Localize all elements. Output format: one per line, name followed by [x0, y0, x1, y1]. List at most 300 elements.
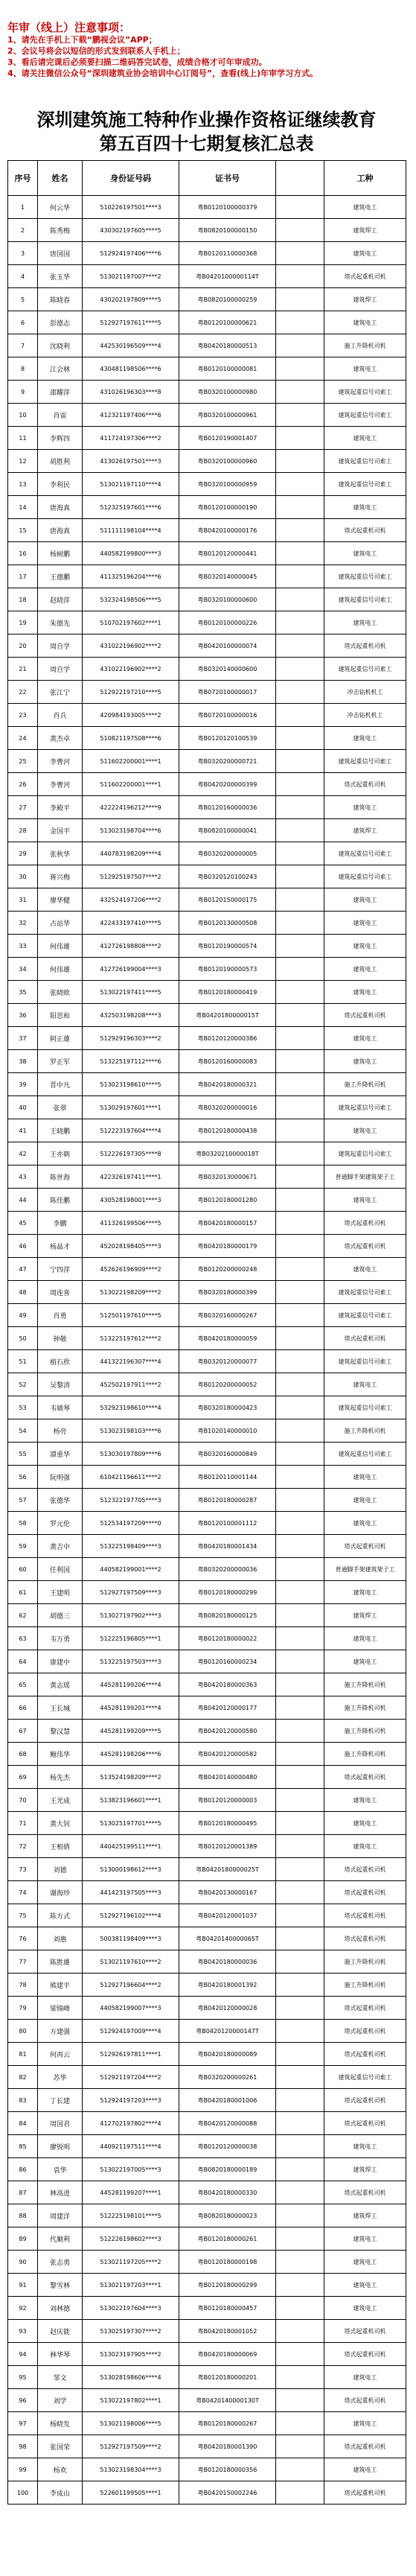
cell-blank: [276, 565, 324, 588]
table-row: [8, 311, 406, 334]
cell-seq: 1: [8, 196, 38, 219]
table-row: [8, 865, 406, 888]
cell-id-number: 513027197902****3: [83, 1604, 179, 1627]
cell-id-number: 411724197306****2: [83, 427, 179, 450]
cell-seq: 37: [8, 1027, 38, 1050]
cell-name: 吴黎清: [38, 1373, 83, 1396]
cell-name: 王晓鹏: [38, 1119, 83, 1142]
cell-certificate-number: 粤B0320100000959: [179, 473, 276, 496]
cell-seq: 16: [8, 542, 38, 565]
cell-certificate-number: 粤B0120100000226: [179, 611, 276, 635]
cell-job-type: 建筑电工: [324, 727, 406, 750]
cell-seq: 48: [8, 1281, 38, 1304]
cell-name: 康建中: [38, 1650, 83, 1673]
cell-blank: [276, 1489, 324, 1512]
cell-seq: 15: [8, 519, 38, 542]
cell-certificate-number: 粤B0420120000582: [179, 1743, 276, 1766]
cell-name: 鲍伟华: [38, 1743, 83, 1766]
cell-name: 杨先杰: [38, 1766, 83, 1789]
cell-seq: 27: [8, 796, 38, 819]
cell-id-number: 432503198208****3: [83, 1004, 179, 1027]
cell-name: 韦万勇: [38, 1627, 83, 1650]
table-row: [8, 1627, 406, 1650]
cell-blank: [276, 219, 324, 242]
table-row: [8, 888, 406, 912]
table-row: [8, 1950, 406, 1974]
cell-blank: [276, 2020, 324, 2043]
cell-blank: [276, 1673, 324, 1696]
table-row: [8, 1535, 406, 1558]
cell-name: 邵耀萍: [38, 381, 83, 404]
cell-certificate-number: 粤B0120100000081: [179, 357, 276, 381]
cell-seq: 6: [8, 311, 38, 334]
cell-seq: 91: [8, 2274, 38, 2297]
table-row: [8, 1812, 406, 1835]
table-row: [8, 2251, 406, 2274]
table-row: [8, 2066, 406, 2089]
cell-job-type: 建筑电工: [324, 1627, 406, 1650]
cell-blank: [276, 842, 324, 865]
cell-certificate-number: 粤B0420180000179: [179, 1235, 276, 1258]
cell-certificate-number: 粤B0420100000176: [179, 519, 276, 542]
cell-blank: [276, 935, 324, 958]
cell-id-number: 422433197410****5: [83, 912, 179, 935]
cell-seq: 45: [8, 1212, 38, 1235]
cell-name: 张德华: [38, 1489, 83, 1512]
table-row: [8, 727, 406, 750]
cell-name: 何再云: [38, 2043, 83, 2066]
cell-blank: [276, 381, 324, 404]
cell-seq: 39: [8, 1073, 38, 1096]
cell-job-type: 塔式起重机司机: [324, 1927, 406, 1950]
table-row: [8, 1350, 406, 1373]
cell-job-type: 建筑起重信号司索工: [324, 2066, 406, 2089]
table-row: [8, 2043, 406, 2066]
cell-blank: [276, 1974, 324, 1997]
table-row: [8, 427, 406, 450]
table-row: [8, 981, 406, 1004]
cell-job-type: 塔式起重机司机: [324, 1004, 406, 1027]
cell-seq: 9: [8, 381, 38, 404]
table-row: [8, 1650, 406, 1673]
notice-block: [7, 0, 406, 108]
cell-job-type: 建筑电工: [324, 1835, 406, 1858]
cell-certificate-number: 粤B0120180000438: [179, 1119, 276, 1142]
cell-name: 李成山: [38, 2481, 83, 2505]
table-row: [8, 1789, 406, 1812]
cell-id-number: 512924197203****3: [83, 2089, 179, 2112]
cell-id-number: 522601199505****1: [83, 2481, 179, 2505]
cell-id-number: 512924197406****6: [83, 242, 179, 265]
cell-blank: [276, 1904, 324, 1927]
cell-name: 李曹河: [38, 773, 83, 796]
cell-certificate-number: 粤B0820100000041: [179, 819, 276, 842]
cell-seq: 57: [8, 1489, 38, 1512]
table-row: [8, 1096, 406, 1119]
cell-seq: 11: [8, 427, 38, 450]
cell-name: 宁四萍: [38, 1258, 83, 1281]
cell-blank: [276, 2366, 324, 2389]
cell-blank: [276, 334, 324, 357]
cell-name: 占站华: [38, 912, 83, 935]
cell-name: 唐海真: [38, 496, 83, 519]
cell-job-type: 塔式起重机司机: [324, 1535, 406, 1558]
cell-certificate-number: 粤B0420120000177: [179, 1696, 276, 1720]
table-row: [8, 2297, 406, 2320]
cell-id-number: 452502197911****2: [83, 1373, 179, 1396]
cell-job-type: 塔式起重机司机: [324, 1235, 406, 1258]
cell-seq: 93: [8, 2320, 38, 2343]
cell-blank: [276, 1327, 324, 1350]
cell-seq: 53: [8, 1396, 38, 1419]
cell-seq: 24: [8, 727, 38, 750]
cell-blank: [276, 1789, 324, 1812]
cell-certificate-number: 粤B0420120000580: [179, 1720, 276, 1743]
cell-name: 黄杰卓: [38, 727, 83, 750]
cell-seq: 25: [8, 750, 38, 773]
cell-seq: 68: [8, 1743, 38, 1766]
cell-id-number: 512929196303****2: [83, 1027, 179, 1050]
cell-id-number: 532923198610****4: [83, 1396, 179, 1419]
cell-blank: [276, 2435, 324, 2458]
cell-id-number: 513225197112****6: [83, 1050, 179, 1073]
cell-certificate-number: 粤B0120180000198: [179, 2251, 276, 2274]
table-row: [8, 1004, 406, 1027]
cell-id-number: 430481198506****6: [83, 357, 179, 381]
cell-job-type: 塔式起重机司机: [324, 2435, 406, 2458]
cell-seq: 42: [8, 1142, 38, 1165]
header-seq: 序号: [8, 161, 38, 196]
cell-blank: [276, 519, 324, 542]
cell-blank: [276, 1419, 324, 1443]
cell-name: 杨晶才: [38, 1235, 83, 1258]
cell-name: 张翠: [38, 1096, 83, 1119]
cell-seq: 3: [8, 242, 38, 265]
notice-line: 3、看后请完课后必须要扫描二维码答完试卷，成绩合格才可年审成功。: [7, 57, 267, 67]
cell-blank: [276, 2343, 324, 2366]
table-row: [8, 2020, 406, 2043]
cell-name: 杨亮: [38, 1419, 83, 1443]
cell-name: 李殿平: [38, 796, 83, 819]
cell-name: 朱德先: [38, 611, 83, 635]
cell-blank: [276, 2158, 324, 2181]
cell-id-number: 510821197508****6: [83, 727, 179, 750]
cell-job-type: 塔式起重机司机: [324, 1881, 406, 1904]
cell-seq: 63: [8, 1627, 38, 1650]
cell-certificate-number: 粤B0120190001407: [179, 427, 276, 450]
cell-blank: [276, 1512, 324, 1535]
cell-certificate-number: 粤B0420180000157: [179, 1212, 276, 1235]
cell-seq: 29: [8, 842, 38, 865]
table-row: [8, 1304, 406, 1327]
cell-name: 周建洋: [38, 2204, 83, 2227]
cell-seq: 97: [8, 2412, 38, 2435]
cell-job-type: 施工升降机司机: [324, 1950, 406, 1974]
cell-id-number: 420984193005****2: [83, 704, 179, 727]
cell-job-type: 塔式起重机司机: [324, 2389, 406, 2412]
cell-job-type: 塔式起重机司机: [324, 1327, 406, 1350]
cell-blank: [276, 1050, 324, 1073]
cell-certificate-number: 粤B0420180000059: [179, 1327, 276, 1350]
cell-job-type: 建筑电工: [324, 2366, 406, 2389]
cell-job-type: 建筑电工: [324, 1373, 406, 1396]
cell-certificate-number: 粤B0320120100243: [179, 865, 276, 888]
cell-seq: 51: [8, 1350, 38, 1373]
table-row: [8, 357, 406, 381]
cell-seq: 88: [8, 2204, 38, 2227]
cell-blank: [276, 2043, 324, 2066]
cell-certificate-number: 粤B0420120000088: [179, 2112, 276, 2135]
cell-id-number: 431026196303****8: [83, 381, 179, 404]
cell-id-number: 452626196909****2: [83, 1258, 179, 1281]
cell-certificate-number: 粤B0320200000261: [179, 2066, 276, 2089]
cell-seq: 14: [8, 496, 38, 519]
cell-job-type: 建筑焊工: [324, 2204, 406, 2227]
table-row: [8, 935, 406, 958]
cell-id-number: 412321197406****6: [83, 404, 179, 427]
table-row: [8, 334, 406, 357]
cell-job-type: 建筑起重信号司索工: [324, 381, 406, 404]
cell-name: 林华琴: [38, 2343, 83, 2366]
cell-job-type: 建筑电工: [324, 1050, 406, 1073]
notice-line: 2、会议号将会以短信的形式发到联系人手机上；: [7, 46, 185, 56]
cell-job-type: 建筑起重信号司索工: [324, 1396, 406, 1419]
table-row: [8, 2274, 406, 2297]
cell-name: 梁锦峰: [38, 1997, 83, 2020]
table-header-row: [8, 161, 406, 196]
table-row: [8, 611, 406, 635]
cell-id-number: 512927196102****4: [83, 1904, 179, 1927]
cell-seq: 2: [8, 219, 38, 242]
cell-name: 邹文: [38, 2366, 83, 2389]
cell-job-type: 建筑起重信号司索工: [324, 750, 406, 773]
cell-certificate-number: 粤B0820180000023: [179, 2204, 276, 2227]
cell-id-number: 445281199206****4: [83, 1673, 179, 1696]
cell-seq: 4: [8, 265, 38, 288]
cell-seq: 56: [8, 1466, 38, 1489]
cell-name: 植石欣: [38, 1350, 83, 1373]
cell-blank: [276, 1720, 324, 1743]
cell-job-type: 建筑电工: [324, 311, 406, 334]
cell-seq: 55: [8, 1443, 38, 1466]
cell-name: 周国君: [38, 2112, 83, 2135]
table-row: [8, 1997, 406, 2020]
notice-line: 1、请先在手机上下载“鹏视会议”APP；: [7, 35, 157, 45]
cell-id-number: 512927197509****3: [83, 1581, 179, 1604]
cell-job-type: 普通脚手架建筑架子工: [324, 1165, 406, 1189]
cell-name: 王相倩: [38, 1835, 83, 1858]
cell-seq: 62: [8, 1604, 38, 1627]
table-row: [8, 2343, 406, 2366]
table-row: [8, 219, 406, 242]
table-row: [8, 681, 406, 704]
cell-blank: [276, 750, 324, 773]
cell-job-type: 建筑电工: [324, 1581, 406, 1604]
cell-job-type: 建筑电工: [324, 958, 406, 981]
cell-seq: 92: [8, 2297, 38, 2320]
cell-id-number: 445281199201****4: [83, 1696, 179, 1720]
cell-job-type: 建筑电工: [324, 1512, 406, 1535]
cell-id-number: 610421196611****2: [83, 1466, 179, 1489]
cell-certificate-number: 粤B0120150000175: [179, 888, 276, 912]
cell-id-number: 510702197602****1: [83, 611, 179, 635]
cell-certificate-number: 粤B0320100000961: [179, 404, 276, 427]
cell-certificate-number: 粤B0420140000480: [179, 1766, 276, 1789]
cell-job-type: 施工升降机司机: [324, 1073, 406, 1096]
cell-job-type: 塔式起重机司机: [324, 2343, 406, 2366]
cell-blank: [276, 588, 324, 611]
cell-id-number: 452028198405****3: [83, 1235, 179, 1258]
cell-certificate-number: 粤B0420180000363: [179, 1673, 276, 1696]
table-row: [8, 2204, 406, 2227]
cell-name: 黄志瑶: [38, 1673, 83, 1696]
cell-name: 袁华: [38, 2158, 83, 2181]
table-row: [8, 381, 406, 404]
cell-certificate-number: 粤B0120180001280: [179, 1189, 276, 1212]
cell-seq: 78: [8, 1974, 38, 1997]
cell-id-number: 513021197610****2: [83, 1950, 179, 1974]
cell-name: 何伟雄: [38, 958, 83, 981]
cell-job-type: 建筑焊工: [324, 2158, 406, 2181]
header-certificate-number: 证书号: [179, 161, 276, 196]
cell-job-type: 施工升降机司机: [324, 1743, 406, 1766]
cell-name: 陈方式: [38, 1904, 83, 1927]
cell-job-type: 施工升降机司机: [324, 1974, 406, 1997]
cell-blank: [276, 773, 324, 796]
cell-job-type: 塔式起重机司机: [324, 1997, 406, 2020]
table-row: [8, 1858, 406, 1881]
cell-seq: 38: [8, 1050, 38, 1073]
cell-certificate-number: 粤B0320100000980: [179, 381, 276, 404]
cell-seq: 19: [8, 611, 38, 635]
cell-seq: 89: [8, 2227, 38, 2251]
cell-job-type: 冲击钻机机工: [324, 704, 406, 727]
cell-blank: [276, 1027, 324, 1050]
cell-certificate-number: 粤B0420150002246: [179, 2481, 276, 2505]
document-title: [7, 108, 406, 160]
table-row: [8, 1720, 406, 1743]
cell-seq: 5: [8, 288, 38, 311]
table-row: [8, 1489, 406, 1512]
cell-id-number: 532324198506****5: [83, 588, 179, 611]
header-name: 姓名: [38, 161, 83, 196]
table-row: [8, 2366, 406, 2389]
cell-blank: [276, 1650, 324, 1673]
cell-job-type: 建筑电工: [324, 242, 406, 265]
table-row: [8, 1974, 406, 1997]
cell-id-number: 445281199209****5: [83, 1720, 179, 1743]
cell-blank: [276, 1835, 324, 1858]
cell-id-number: 513022197604****3: [83, 2297, 179, 2320]
cell-job-type: 建筑起重信号司索工: [324, 1443, 406, 1466]
cell-certificate-number: 粤B0120180000267: [179, 2412, 276, 2435]
cell-seq: 73: [8, 1858, 38, 1881]
table-row: [8, 1373, 406, 1396]
cell-certificate-number: 粤B0420180000015T: [179, 1004, 276, 1027]
cell-certificate-number: 粤B0820100000150: [179, 219, 276, 242]
cell-id-number: 430302197605****5: [83, 219, 179, 242]
cell-certificate-number: 粤B0420180001392: [179, 1974, 276, 1997]
cell-id-number: 513023198103****6: [83, 1419, 179, 1443]
cell-job-type: 建筑起重信号司索工: [324, 473, 406, 496]
cell-seq: 76: [8, 1927, 38, 1950]
cell-id-number: 513023198304****3: [83, 2458, 179, 2481]
cell-certificate-number: 粤B0420180000069: [179, 2343, 276, 2366]
table-row: [8, 2481, 406, 2505]
cell-seq: 84: [8, 2112, 38, 2135]
table-row: [8, 2320, 406, 2343]
cell-certificate-number: 粤B0120120001389: [179, 1835, 276, 1858]
table-row: [8, 565, 406, 588]
cell-certificate-number: 粤B0420180000330: [179, 2181, 276, 2204]
cell-certificate-number: 粤B0120100000621: [179, 311, 276, 334]
cell-certificate-number: 粤B0120180000495: [179, 1812, 276, 1835]
cell-name: 黄吉中: [38, 1535, 83, 1558]
cell-name: 金国平: [38, 819, 83, 842]
cell-id-number: 513021197203****1: [83, 2274, 179, 2297]
cell-job-type: 建筑焊工: [324, 219, 406, 242]
cell-name: 刘林德: [38, 2297, 83, 2320]
cell-blank: [276, 681, 324, 704]
table-row: [8, 2158, 406, 2181]
cell-name: 刘惠: [38, 1927, 83, 1950]
cell-id-number: 431022196902****2: [83, 635, 179, 658]
cell-id-number: 442530196509****4: [83, 334, 179, 357]
cell-blank: [276, 1281, 324, 1304]
cell-name: 杨欢: [38, 2458, 83, 2481]
table-row: [8, 796, 406, 819]
cell-id-number: 500381198409****3: [83, 1927, 179, 1950]
cell-certificate-number: 粤B0420100000074: [179, 635, 276, 658]
cell-certificate-number: 粤B0320180000399: [179, 1281, 276, 1304]
cell-seq: 71: [8, 1812, 38, 1835]
cell-job-type: 施工升降机司机: [324, 334, 406, 357]
cell-seq: 18: [8, 588, 38, 611]
cell-id-number: 512924197009****4: [83, 2020, 179, 2043]
cell-seq: 70: [8, 1789, 38, 1812]
cell-blank: [276, 658, 324, 681]
cell-name: 熊建平: [38, 1974, 83, 1997]
cell-certificate-number: 粤B0120180000022: [179, 1627, 276, 1650]
cell-seq: 43: [8, 1165, 38, 1189]
cell-name: 刘德: [38, 1858, 83, 1881]
cell-id-number: 440425199511****1: [83, 1835, 179, 1858]
table-row: [8, 1050, 406, 1073]
cell-blank: [276, 865, 324, 888]
cell-seq: 60: [8, 1558, 38, 1581]
table-row: [8, 958, 406, 981]
cell-name: 周连喜: [38, 1281, 83, 1304]
cell-name: 王光成: [38, 1789, 83, 1812]
cell-name: 谭重华: [38, 1443, 83, 1466]
cell-job-type: 塔式起重机司机: [324, 519, 406, 542]
table-row: [8, 1881, 406, 1904]
cell-id-number: 513022198209****2: [83, 1281, 179, 1304]
cell-seq: 66: [8, 1696, 38, 1720]
cell-certificate-number: 粤B0120100001112: [179, 1512, 276, 1535]
cell-name: 唐国国: [38, 242, 83, 265]
table-row: [8, 1396, 406, 1419]
cell-job-type: 建筑电工: [324, 2412, 406, 2435]
cell-name: 李利民: [38, 473, 83, 496]
cell-name: 张国荣: [38, 2435, 83, 2458]
cell-seq: 85: [8, 2135, 38, 2158]
cell-seq: 96: [8, 2389, 38, 2412]
cell-id-number: 513023197905****2: [83, 2343, 179, 2366]
cell-seq: 10: [8, 404, 38, 427]
title-line-1: 深圳建筑施工特种作业操作资格证继续教育: [36, 109, 377, 130]
cell-job-type: 建筑电工: [324, 2274, 406, 2297]
